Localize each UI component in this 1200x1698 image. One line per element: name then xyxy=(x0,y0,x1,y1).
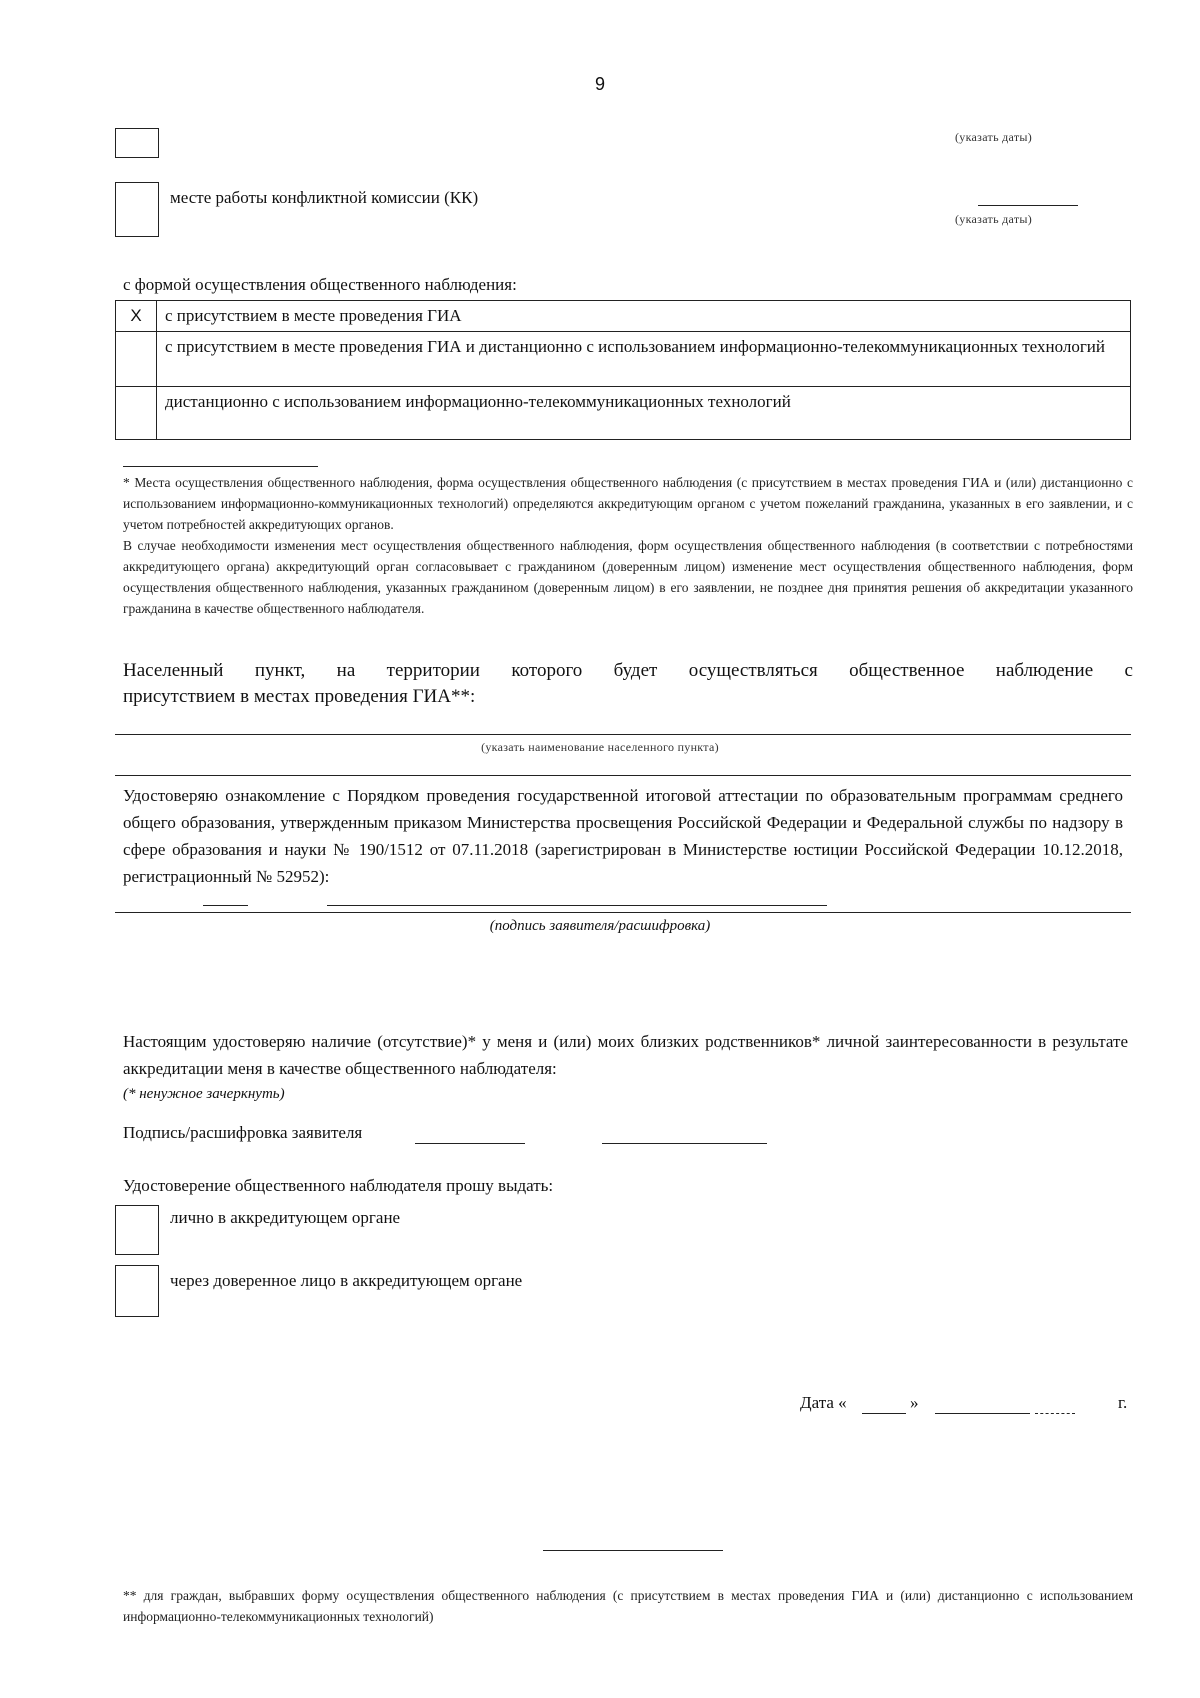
form-options-table xyxy=(115,300,1131,440)
date-month-line[interactable] xyxy=(935,1413,1030,1414)
settlement-hint: (указать наименование населенного пункта) xyxy=(481,740,719,754)
table-row[interactable] xyxy=(116,332,1131,387)
checkbox-issue-personal[interactable] xyxy=(115,1205,159,1255)
certify-sign-line-long[interactable] xyxy=(327,905,827,906)
option-mark[interactable] xyxy=(116,387,157,440)
footnote-2-divider xyxy=(543,1550,723,1551)
date-hint: (указать даты) xyxy=(955,130,1033,144)
footnote-2: ** для граждан, выбравших форму осуществления общественного наблюдения (с присутствием в местах проведения ГИА и (или) дистанционно с использованием информационно-телекоммуникационных технологий) xyxy=(123,1588,1133,1624)
strike-note: (* ненужное зачеркнуть) xyxy=(123,1086,285,1102)
signature-label: Подпись/расшифровка заявителя xyxy=(123,1123,363,1142)
option-mark[interactable]: X xyxy=(116,301,157,332)
date-year-suffix: г. xyxy=(1118,1393,1128,1412)
checkbox-issue-proxy[interactable] xyxy=(115,1265,159,1317)
settlement-line-1: Населенный пункт, на территории которого будет осуществляться общественное наблюдение с xyxy=(123,660,1133,681)
date-hint: (указать даты) xyxy=(955,212,1033,226)
checkbox-kk[interactable] xyxy=(115,182,159,237)
footnote-divider xyxy=(123,466,318,467)
certify-text: Удостоверяю ознакомление с Порядком проведения государственной итоговой аттестации по образовательным программам среднего общего образования, утвержденным приказом Министерства просвещения Российской Федерации и Федеральной службы по надзору в сфере образования и науки № 190/1512 от 07.11.2018 (зарегистрирован в Министерстве юстиции Российской Федерации 10.12.2018, регистрационный № 52952): xyxy=(123,786,1123,886)
option-text: дистанционно с использованием информационно-телекоммуникационных технологий xyxy=(157,387,1131,440)
settlement-line-2: присутствием в местах проведения ГИА**: xyxy=(123,686,476,707)
footnote-1-para2: В случае необходимости изменения мест осуществления общественного наблюдения, форм осуществления общественного наблюдения (в соответствии с потребностями аккредитующего органа) аккредитующий орган согласовывает с гражданином (доверенным лицом) изменение мест осуществления общественного наблюдения, форм осуществления общественного наблюдения, указанных гражданином (доверенным лицом) в его заявлении, не позднее дня принятия решения об аккредитации указанного гражданина в качестве общественного наблюдателя. xyxy=(123,538,1133,616)
option-mark[interactable] xyxy=(116,332,157,387)
table-row[interactable] xyxy=(116,301,1131,332)
date-quote-close: » xyxy=(910,1393,919,1412)
table-row[interactable] xyxy=(116,387,1131,440)
certify-top-line xyxy=(115,775,1131,776)
date-day-line[interactable] xyxy=(862,1413,906,1414)
page-number: 9 xyxy=(594,74,605,94)
settlement-input-line[interactable] xyxy=(115,734,1131,735)
option-text: с присутствием в месте проведения ГИА и дистанционно с использованием информационно-телекоммуникационных технологий xyxy=(157,332,1131,387)
issue-option-proxy: через доверенное лицо в аккредитующем органе xyxy=(170,1271,523,1290)
signature-line-1[interactable] xyxy=(415,1143,525,1144)
date-label: Дата « xyxy=(800,1393,847,1412)
footnote-1-para1: * Места осуществления общественного наблюдения, форма осуществления общественного наблюдения (с присутствием в местах проведения ГИА и (или) дистанционно с использованием информационно-коммуникационных технологий) определяются аккредитующим органом с учетом пожеланий гражданина, указанных в его заявлении, и с учетом потребностей аккредитующих органов. xyxy=(123,475,1133,532)
certify-sign-line-short[interactable] xyxy=(203,905,248,906)
kk-date-line xyxy=(978,205,1078,206)
form-heading: с формой осуществления общественного наблюдения: xyxy=(123,275,517,294)
signature-line-2[interactable] xyxy=(602,1143,767,1144)
date-year-line[interactable] xyxy=(1035,1413,1075,1414)
kk-label: месте работы конфликтной комиссии (КК) xyxy=(170,188,479,207)
option-text: с присутствием в месте проведения ГИА xyxy=(157,301,1131,332)
footnote-1 xyxy=(123,472,1133,619)
interest-text: Настоящим удостоверяю наличие (отсутствие)* у меня и (или) моих близких родственников* личной заинтересованности в результате аккредитации меня в качестве общественного наблюдателя: xyxy=(123,1032,1128,1078)
issue-heading: Удостоверение общественного наблюдателя прошу выдать: xyxy=(123,1176,554,1195)
checkbox-dates[interactable] xyxy=(115,128,159,158)
issue-option-personal: лично в аккредитующем органе xyxy=(170,1208,401,1227)
certify-bottom-line xyxy=(115,912,1131,913)
signature-hint: (подпись заявителя/расшифровка) xyxy=(489,918,711,934)
